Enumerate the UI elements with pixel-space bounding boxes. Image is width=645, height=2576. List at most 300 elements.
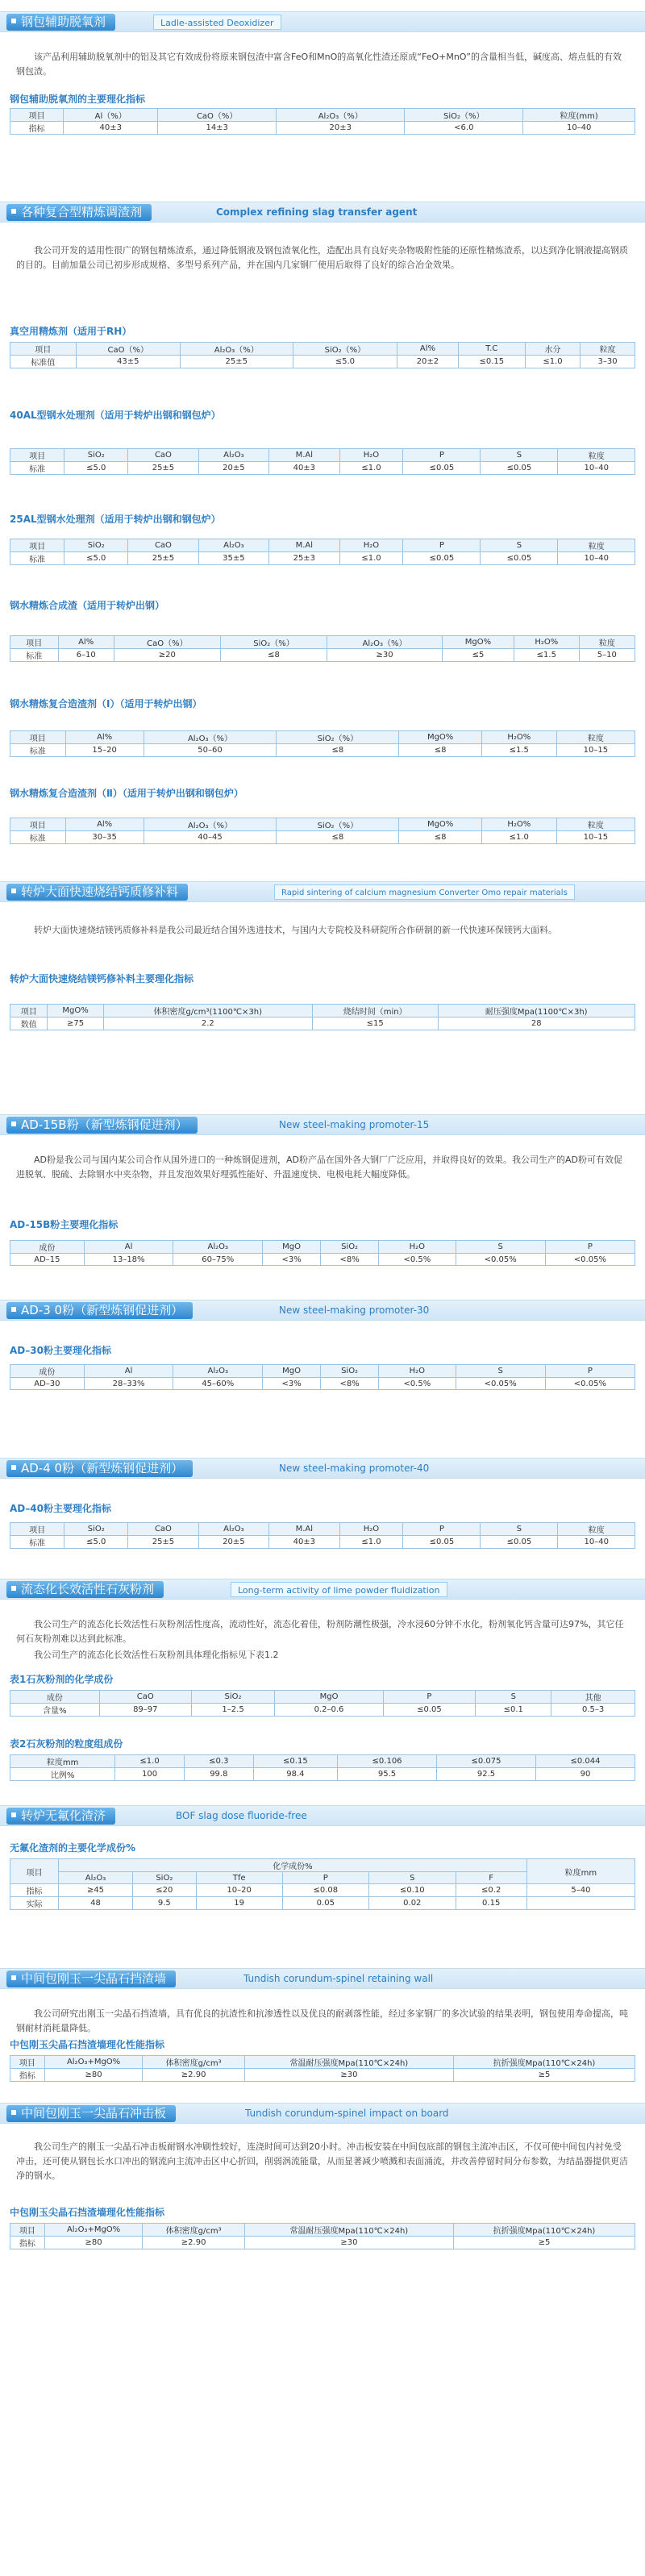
section-impact-board <box>0 2088 645 2249</box>
table-cell: ≤8 <box>277 831 399 844</box>
table-cell: 项目 <box>10 1005 48 1017</box>
square-bullet-icon <box>11 1586 16 1591</box>
table-row <box>10 462 635 475</box>
synthetic-slag-table <box>10 635 635 662</box>
table-row <box>10 1704 635 1717</box>
header-group: 化学成份% <box>59 1859 527 1872</box>
table-header-row <box>10 1859 635 1872</box>
table-cell: 1–2.5 <box>191 1704 275 1717</box>
square-bullet-icon <box>11 1465 16 1470</box>
table-cell: CaO <box>128 449 198 462</box>
table-cell: ≥20 <box>114 649 220 662</box>
table-cell: Al₂O₃（%） <box>180 343 293 356</box>
table-cell: 48 <box>59 1897 133 1910</box>
table-cell: 10–15 <box>556 831 635 844</box>
table-cell: 粒度 <box>556 731 635 744</box>
table-cell: 粒度 <box>558 539 635 552</box>
table-cell: 0.02 <box>369 1897 456 1910</box>
table-cell: <0.05% <box>545 1254 635 1266</box>
table-cell: ≤0.05 <box>403 1536 481 1549</box>
table-cell: Al% <box>397 343 459 356</box>
table-cell: 粒度(mm) <box>523 109 635 122</box>
table-cell: 35±5 <box>198 552 268 565</box>
table-cell: ≤8 <box>399 831 481 844</box>
section-subtitle-en: New steel-making promoter-40 <box>279 1463 430 1474</box>
table-cell: ≤8 <box>220 649 327 662</box>
section-title: 转炉大面快速烧结钙质修补料 <box>6 884 188 901</box>
table-cell: ≤1.0 <box>115 1755 185 1768</box>
table-cell: 体积密度g/cm³(1100℃×3h) <box>103 1005 312 1017</box>
square-bullet-icon <box>11 1975 16 1980</box>
section-lime-powder <box>0 1564 645 1780</box>
table-cell: H₂O <box>339 1523 403 1536</box>
table-cell: 10–40 <box>523 122 635 135</box>
table-title: 中包刚玉尖晶石挡渣墙理化性能指标 <box>10 2207 165 2218</box>
table-cell: S <box>369 1872 456 1884</box>
section-banner <box>0 202 645 223</box>
table-cell: 标准 <box>10 1536 64 1549</box>
table-cell: ≥2.90 <box>143 2069 244 2082</box>
table-cell: 耐压强度Mpa(1100℃×3h) <box>438 1005 635 1017</box>
table-cell: 20±3 <box>277 122 405 135</box>
table-cell: ≥30 <box>327 649 443 662</box>
table-cell: 成份 <box>10 1691 100 1704</box>
table-row <box>10 2237 635 2249</box>
section-title: AD-15B粉（新型炼钢促进剂） <box>6 1117 198 1134</box>
table-cell: 25±5 <box>128 552 198 565</box>
section-retaining-wall <box>0 1955 645 2081</box>
table-cell: 89–97 <box>99 1704 191 1717</box>
table-cell: 28–33% <box>84 1378 173 1390</box>
table-cell: SiO₂（%） <box>293 343 397 356</box>
table-header-row <box>10 449 635 462</box>
table-cell: Tfe <box>196 1872 282 1884</box>
table-title: 无氟化渣剂的主要化学成份% <box>10 1842 136 1854</box>
square-bullet-icon <box>11 1122 16 1126</box>
table-cell: 烧结时间（min） <box>312 1005 438 1017</box>
table-cell: 28 <box>438 1017 635 1030</box>
table-cell: MgO% <box>48 1005 103 1017</box>
table-cell: Al <box>84 1365 173 1378</box>
section-title: 流态化长效活性石灰粉剂 <box>6 1581 164 1598</box>
table-cell: H₂O <box>379 1241 456 1254</box>
table-title-40al: 40AL型钢水处理剂（适用于转炉出钢和钢包炉） <box>10 410 221 421</box>
table-cell: ≥75 <box>48 1017 103 1030</box>
intro-paragraph: 转炉大面快速烧结镁钙质修补料是我公司最近结合国外选进技术，与国内大专院校及科研院所合作研制的新一代快速环保镁钙大面料。 <box>34 925 557 935</box>
table-cell: ≥2.90 <box>143 2237 244 2249</box>
table-cell: SiO₂ <box>132 1872 196 1884</box>
table-cell: M.Al <box>269 1523 339 1536</box>
section-title: AD-4 0粉（新型炼钢促进剂） <box>6 1460 193 1477</box>
table-cell: S <box>456 1241 545 1254</box>
table-cell: MgO <box>275 1691 383 1704</box>
table-cell: ≤15 <box>312 1017 438 1030</box>
table-title: 转炉大面快速烧结镁钙修补料主要理化指标 <box>10 973 194 984</box>
table-cell: ≤5.0 <box>64 552 128 565</box>
table-cell: 成份 <box>10 1241 85 1254</box>
table-cell: ≤8 <box>277 744 399 757</box>
header-item: 项目 <box>10 1859 59 1884</box>
table-title: 中包刚玉尖晶石挡渣墙理化性能指标 <box>10 2039 165 2050</box>
table-cell: 95.5 <box>338 1768 437 1781</box>
table-cell: <3% <box>263 1254 321 1266</box>
table-cell: Al₂O₃ <box>173 1365 263 1378</box>
table-title-rh: 真空用精炼剂（适用于RH） <box>10 326 132 337</box>
table-cell: 指标 <box>10 122 64 135</box>
table-cell: 数值 <box>10 1017 48 1030</box>
table-cell: ≤0.1 <box>476 1704 551 1717</box>
table-cell: P <box>403 449 481 462</box>
table-cell: 40±3 <box>269 1536 339 1549</box>
table-cell: 项目 <box>10 343 77 356</box>
table-row <box>10 744 635 757</box>
table-cell: 常温耐压强度Mpa(110℃×24h) <box>244 2056 453 2069</box>
table-cell: 粒度 <box>580 343 635 356</box>
table-cell: 水分 <box>525 343 580 356</box>
section-subtitle-en: Complex refining slag transfer agent <box>216 206 418 218</box>
impact-board-table <box>10 2223 635 2249</box>
table-cell: 成份 <box>10 1365 85 1378</box>
section-title: 各种复合型精炼调渣剂 <box>6 204 152 221</box>
table-cell: CaO <box>128 539 198 552</box>
table-cell: 60–75% <box>173 1254 263 1266</box>
table-cell: ≤1.0 <box>525 356 580 368</box>
table-cell: 25±5 <box>180 356 293 368</box>
table-cell: S <box>481 1523 558 1536</box>
table-cell: 项目 <box>10 2056 45 2069</box>
table-cell: 项目 <box>10 539 64 552</box>
table-title-2: 表2石灰粉剂的粒度组成份 <box>10 1738 123 1750</box>
table-cell: Al₂O₃（%） <box>277 109 405 122</box>
table-cell: 标准 <box>10 831 66 844</box>
ladle-deoxidizer-table <box>10 108 635 135</box>
table-cell: ≤0.05 <box>403 462 481 475</box>
square-bullet-icon <box>11 209 16 214</box>
section-subtitle-en: Ladle-assisted Deoxidizer <box>153 15 281 30</box>
section-ad30 <box>0 1274 645 1388</box>
section-subtitle-en: New steel-making promoter-15 <box>279 1119 430 1130</box>
square-bullet-icon <box>11 888 16 893</box>
section-banner <box>0 1114 645 1135</box>
section-banner <box>0 1968 645 1989</box>
table-cell: 19 <box>196 1897 282 1910</box>
table-cell: 100 <box>115 1768 185 1781</box>
table-cell: ≥80 <box>44 2069 143 2082</box>
table-cell: ≤8 <box>399 744 481 757</box>
table-cell: S <box>456 1365 545 1378</box>
table-cell: ≤5.0 <box>64 462 128 475</box>
table-cell: P <box>545 1241 635 1254</box>
retaining-wall-table <box>10 2055 635 2082</box>
section-title: 转炉无氟化渣济 <box>6 1808 115 1825</box>
table-cell: ≤0.15 <box>253 1755 337 1768</box>
table-row <box>10 552 635 565</box>
table-title-1: 表1石灰粉剂的化学成份 <box>10 1674 114 1685</box>
section-subtitle-en: Long-term activity of lime powder fluidization <box>231 1582 447 1597</box>
table-cell: <0.5% <box>379 1254 456 1266</box>
section-ad40 <box>0 1443 645 1548</box>
table-cell: 99.8 <box>184 1768 253 1781</box>
table-cell: 项目 <box>10 1523 64 1536</box>
table-cell: ≤0.106 <box>338 1755 437 1768</box>
table-cell: 5–10 <box>579 649 635 662</box>
table-cell: ≥5 <box>453 2237 635 2249</box>
table-cell: ≥30 <box>244 2069 453 2082</box>
table-cell: H₂O <box>339 449 403 462</box>
table-cell: <8% <box>321 1378 379 1390</box>
table-header-row <box>10 539 635 552</box>
table-header-row <box>10 109 635 122</box>
table-cell: ≤0.075 <box>437 1755 536 1768</box>
table-cell: ≤20 <box>132 1884 196 1897</box>
table-cell: ≤0.05 <box>403 552 481 565</box>
section-converter-repair <box>0 875 645 1030</box>
section-ladle-deoxidizer <box>0 0 645 134</box>
table-cell: <0.05% <box>456 1378 545 1390</box>
ad40-table <box>10 1522 635 1549</box>
table-cell: Al₂O₃（%） <box>327 636 443 649</box>
table-cell: 实际 <box>10 1897 59 1910</box>
table-row <box>10 2069 635 2082</box>
table-cell: Al₂O₃（%） <box>144 731 277 744</box>
lime-granularity-table <box>10 1754 635 1781</box>
table-cell: Al₂O₃ <box>59 1872 133 1884</box>
table-cell: P <box>282 1872 368 1884</box>
table-cell: 20±5 <box>198 462 268 475</box>
table-cell: H₂O% <box>481 731 556 744</box>
ad15b-table <box>10 1240 635 1266</box>
table-cell: ≥80 <box>44 2237 143 2249</box>
table-cell: 10–15 <box>556 744 635 757</box>
table-cell: 90 <box>536 1768 635 1781</box>
table-header-row <box>10 1241 635 1254</box>
table-cell: ≤1.0 <box>339 1536 403 1549</box>
header-size: 粒度mm <box>526 1859 635 1884</box>
intro-paragraph-2: 我公司生产的流态化长效活性石灰粉剂具体理化指标见下表1.2 <box>34 1650 279 1660</box>
table-cell: 常温耐压强度Mpa(110℃×24h) <box>244 2224 453 2237</box>
table-cell: S <box>481 449 558 462</box>
table-cell: S <box>481 539 558 552</box>
table-header-row <box>10 343 635 356</box>
table-cell: 6–10 <box>58 649 114 662</box>
table-cell: CaO <box>128 1523 198 1536</box>
table-row <box>10 122 635 135</box>
table-title: 钢包辅助脱氧剂的主要理化指标 <box>10 94 146 105</box>
table-cell: CaO（%） <box>76 343 180 356</box>
table-cell: 0.15 <box>456 1897 526 1910</box>
table-cell: MgO% <box>442 636 514 649</box>
table-cell: ≤5.0 <box>64 1536 128 1549</box>
table-title: AD–30粉主要理化指标 <box>10 1345 111 1356</box>
table-cell: 标准 <box>10 649 59 662</box>
table-cell: ≤0.08 <box>282 1884 368 1897</box>
table-cell: Al% <box>65 731 144 744</box>
table-cell: 92.5 <box>437 1768 536 1781</box>
section-subtitle-en: Tundish corundum-spinel retaining wall <box>243 1973 434 1984</box>
table-cell: Al₂O₃ <box>198 1523 268 1536</box>
al40-treatment-table <box>10 448 635 475</box>
table-header-row <box>10 1755 635 1768</box>
table-cell: 20±5 <box>198 1536 268 1549</box>
table-title-composite-2: 钢水精炼复合造渣剂（Ⅱ）（适用于转炉出钢和钢包炉） <box>10 788 243 799</box>
table-cell: 项目 <box>10 449 64 462</box>
table-header-row <box>10 818 635 831</box>
table-cell: 指标 <box>10 2069 45 2082</box>
table-cell: 抗折强度Mpa(110℃×24h) <box>453 2224 635 2237</box>
table-cell: 粒度 <box>556 818 635 831</box>
section-banner <box>0 881 645 902</box>
table-cell: 9.5 <box>132 1897 196 1910</box>
table-cell: <0.05% <box>545 1378 635 1390</box>
table-cell: ≤1.0 <box>339 552 403 565</box>
table-cell: Al₂O₃ <box>198 539 268 552</box>
section-title: AD-3 0粉（新型炼钢促进剂） <box>6 1302 193 1319</box>
table-cell: 比例% <box>10 1768 115 1781</box>
table-header-row <box>10 1523 635 1536</box>
table-cell: <6.0 <box>405 122 523 135</box>
table-cell: 其他 <box>551 1691 635 1704</box>
table-cell: CaO（%） <box>114 636 220 649</box>
table-cell: 5–40 <box>526 1884 635 1897</box>
table-row <box>10 356 635 368</box>
table-cell: F <box>456 1872 526 1884</box>
table-cell: SiO₂（%） <box>220 636 327 649</box>
table-header-row <box>10 1691 635 1704</box>
table-cell: Al% <box>58 636 114 649</box>
table-row <box>10 1884 635 1897</box>
table-cell: SiO₂（%） <box>277 731 399 744</box>
table-cell: 50–60 <box>144 744 277 757</box>
section-subtitle-en: New steel-making promoter-30 <box>279 1305 430 1316</box>
table-row <box>10 1378 635 1390</box>
table-cell: M.Al <box>269 449 339 462</box>
table-cell: ≤0.044 <box>536 1755 635 1768</box>
table-cell: Al₂O₃+MgO% <box>44 2056 143 2069</box>
table-cell: 标准 <box>10 552 64 565</box>
square-bullet-icon <box>11 2110 16 2115</box>
table-cell: ≤1.5 <box>481 744 556 757</box>
table-cell: ≤0.05 <box>481 462 558 475</box>
table-cell: Al₂O₃ <box>173 1241 263 1254</box>
table-cell: SiO₂（%） <box>405 109 523 122</box>
table-cell: 20±2 <box>397 356 459 368</box>
section-subtitle-en: Tundish corundum-spinel impact on board <box>245 2108 449 2119</box>
table-cell: <3% <box>263 1378 321 1390</box>
table-cell: 0.05 <box>282 1897 368 1910</box>
table-cell: ≤1.0 <box>339 462 403 475</box>
section-title: 中间包刚玉一尖晶石冲击板 <box>6 2105 176 2122</box>
table-cell: <0.05% <box>456 1254 545 1266</box>
table-cell: T.C <box>458 343 525 356</box>
table-cell: 2.2 <box>103 1017 312 1030</box>
section-refining-slag <box>0 194 645 843</box>
table-cell: ≤5 <box>442 649 514 662</box>
table-header-row <box>10 1005 635 1017</box>
table-cell: 项目 <box>10 818 66 831</box>
table-cell: 抗折强度Mpa(110℃×24h) <box>453 2056 635 2069</box>
intro-paragraph: 我公司生产的流态化长效活性石灰粉剂活性度高，流动性好，流态化着佳，粉剂防潮性极强，冷水浸60分钟不水化，粉剂氧化钙含量可达97%，其它任何石灰粉剂难以达到此标准。 <box>16 1619 624 1644</box>
table-cell: AD–30 <box>10 1378 85 1390</box>
table-cell: 体积密度g/cm³ <box>143 2224 244 2237</box>
table-cell: 25±5 <box>128 462 198 475</box>
table-cell: <0.5% <box>379 1378 456 1390</box>
converter-repair-table <box>10 1004 635 1030</box>
table-cell: 粒度 <box>558 1523 635 1536</box>
table-cell: ≥5 <box>453 2069 635 2082</box>
table-cell: SiO₂ <box>321 1241 379 1254</box>
section-ad15b <box>0 1097 645 1264</box>
table-title-composite-1: 钢水精炼复合造渣剂（Ⅰ）（适用于转炉出钢） <box>10 698 202 710</box>
table-cell <box>526 1897 635 1910</box>
table-cell: ≤0.05 <box>481 552 558 565</box>
table-cell: CaO <box>99 1691 191 1704</box>
table-cell: H₂O <box>379 1365 456 1378</box>
table-title-25al: 25AL型钢水处理剂（适用于转炉出钢和钢包炉） <box>10 514 221 525</box>
table-cell: ≤1.0 <box>481 831 556 844</box>
section-subtitle-en: BOF slag dose fluoride-free <box>176 1810 307 1821</box>
table-cell: MgO% <box>399 818 481 831</box>
table-cell: ≥30 <box>244 2237 453 2249</box>
table-cell: ≥45 <box>59 1884 133 1897</box>
square-bullet-icon <box>11 1307 16 1312</box>
table-cell: 项目 <box>10 636 59 649</box>
table-cell: SiO₂ <box>321 1365 379 1378</box>
table-cell: 含量% <box>10 1704 100 1717</box>
table-cell: ≤1.5 <box>514 649 579 662</box>
table-cell: 25±3 <box>269 552 339 565</box>
table-cell: <8% <box>321 1254 379 1266</box>
section-banner <box>0 1458 645 1479</box>
table-cell: 项目 <box>10 2224 45 2237</box>
table-cell: 指标 <box>10 2237 45 2249</box>
table-header-row <box>10 2224 635 2237</box>
table-cell: AD–15 <box>10 1254 85 1266</box>
table-cell: 3–30 <box>580 356 635 368</box>
table-row <box>10 649 635 662</box>
table-cell: MgO <box>263 1241 321 1254</box>
table-cell: 标准 <box>10 462 64 475</box>
table-cell: ≤0.3 <box>184 1755 253 1768</box>
section-fluoride-free <box>0 1794 645 1909</box>
table-cell: ≤0.2 <box>456 1884 526 1897</box>
ad30-table <box>10 1364 635 1390</box>
table-cell: 30–35 <box>65 831 144 844</box>
table-row <box>10 1536 635 1549</box>
table-cell: 10–40 <box>558 1536 635 1549</box>
table-row <box>10 1017 635 1030</box>
table-cell: SiO₂ <box>64 539 128 552</box>
table-cell: ≤0.05 <box>383 1704 476 1717</box>
table-cell: 粒度mm <box>10 1755 115 1768</box>
table-cell: Al₂O₃ <box>198 449 268 462</box>
intro-paragraph: 我公司开发的适用性很广的钢包精炼渣系，通过降低钢液及钢包渣氧化性，造配出具有良好夹杂物吸附性能的还原性精炼渣系，以达到净化钢液提高钢质的目的。目前加量公司已初步形成规格、多型号系列产品，并在国内几家钢厂使用后取得了良好的综合冶金效果。 <box>16 245 628 270</box>
intro-paragraph: 我公司生产的刚玉一尖晶石冲击板耐钢水冲刷性较好，连浇时间可达到20小时。冲击板安装在中间包底部的钢包主流冲击区，不仅可使中间包内衬免受冲击，还可使从钢包长水口冲出的钢流向主流冲击区中心折回，削弱涡流能量，从而显著减少喷溅和表面涌流，并改善停留时间分布参数，为结晶器提供更洁净的钢水。 <box>16 2141 628 2181</box>
square-bullet-icon <box>11 1812 16 1817</box>
section-subtitle-en: Rapid sintering of calcium magnesium Converter Omo repair materials <box>274 884 575 900</box>
table-cell: 10–20 <box>196 1884 282 1897</box>
table-cell: 指标 <box>10 1884 59 1897</box>
table-cell: P <box>383 1691 476 1704</box>
table-title: AD–40粉主要理化指标 <box>10 1503 111 1514</box>
table-cell: P <box>403 539 481 552</box>
table-cell: 40±3 <box>269 462 339 475</box>
table-cell: H₂O% <box>514 636 579 649</box>
table-cell: 14±3 <box>158 122 277 135</box>
table-row <box>10 1254 635 1266</box>
table-cell: 项目 <box>10 109 64 122</box>
section-title: 中间包刚玉一尖晶石挡渣墙 <box>6 1970 176 1987</box>
table-cell: 标准值 <box>10 356 77 368</box>
